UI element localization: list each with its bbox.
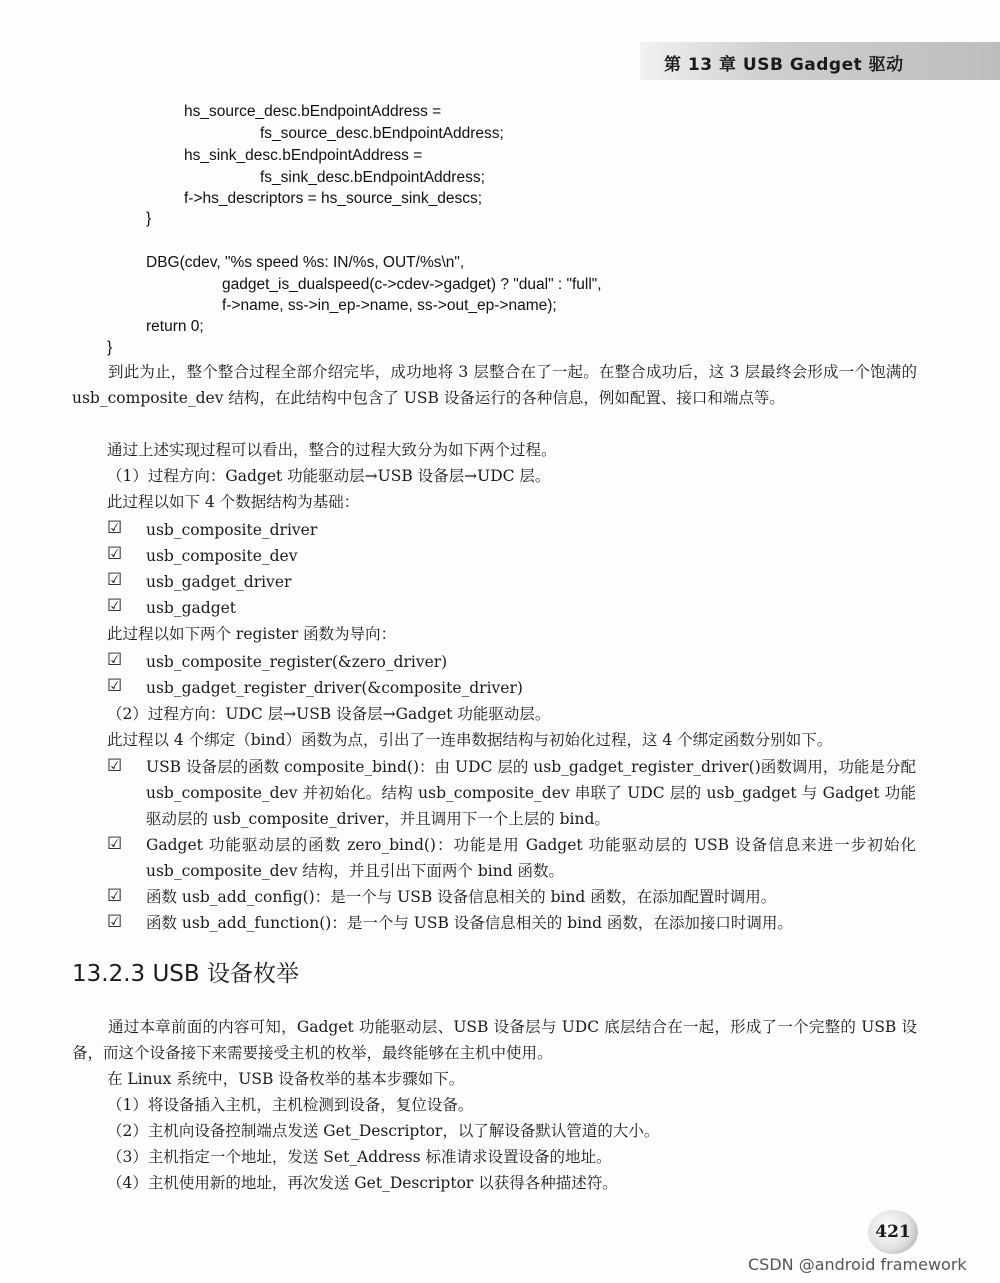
watermark: CSDN @android framework [748,1255,967,1274]
list-item: usb_composite_driver [146,521,318,539]
code-line: fs_sink_desc.bEndpointAddress; [260,169,485,186]
step-heading: （1）过程方向：Gadget 功能驱动层→USB 设备层→UDC 层。 [107,467,551,485]
list-item: usb_gadget [146,599,237,617]
checkbox-icon: ☑ [107,544,123,564]
step-item: （3）主机指定一个地址，发送 Set_Address 标准请求设置设备的地址。 [107,1148,612,1166]
code-line: hs_sink_desc.bEndpointAddress = [184,147,423,164]
code-line: hs_source_desc.bEndpointAddress = [184,103,442,120]
list-item: usb_gadget_driver [146,573,292,591]
paragraph: 在 Linux 系统中，USB 设备枚举的基本步骤如下。 [107,1070,465,1088]
checkbox-icon: ☑ [107,834,123,854]
paragraph: 通过上述实现过程可以看出，整合的过程大致分为如下两个过程。 [107,441,557,459]
code-line: DBG(cdev, "%s speed %s: IN/%s, OUT/%s\n", [146,254,465,271]
list-item: Gadget 功能驱动层的函数 zero_bind()：功能是用 Gadget 功能驱动层的 USB 设备信息来进一步初始化 usb_composite_dev 结构，并且引出下面两个 bind 函数。 [146,836,916,880]
code-line: f->name, ss->in_ep->name, ss->out_ep->name); [222,297,557,314]
code-line: } [107,339,113,356]
checkbox-icon: ☑ [107,650,123,670]
checkbox-icon: ☑ [107,676,123,696]
paragraph: 此过程以 4 个绑定（bind）函数为点，引出了一连串数据结构与初始化过程，这 4 个绑定函数分别如下。 [107,731,833,749]
list-item: USB 设备层的函数 composite_bind()：由 UDC 层的 usb_gadget_register_driver()函数调用，功能是分配 usb_composite_dev 并初始化。结构 usb_composite_dev 串联了 UDC 层的 usb_gadget 与 Gadget 功能驱动层的 usb_composite_driver，并且调用下一个上层的 bind。 [146,758,916,828]
step-item: （1）将设备插入主机，主机检测到设备，复位设备。 [107,1096,474,1114]
checkbox-icon: ☑ [107,570,123,590]
checkbox-icon: ☑ [107,886,123,906]
step-item: （2）主机向设备控制端点发送 Get_Descriptor，以了解设备默认管道的大小。 [107,1122,660,1140]
checkbox-icon: ☑ [107,596,123,616]
checkbox-icon: ☑ [107,912,123,932]
list-item: 函数 usb_add_function()：是一个与 USB 设备信息相关的 bind 函数，在添加接口时调用。 [146,914,793,932]
code-line: } [146,210,152,227]
list-item: 函数 usb_add_config()：是一个与 USB 设备信息相关的 bind 函数，在添加配置时调用。 [146,888,777,906]
paragraph: 到此为止，整个整合过程全部介绍完毕，成功地将 3 层整合在了一起。在整合成功后，这 3 层最终会形成一个饱满的 usb_composite_dev 结构，在此结构中包含了 USB 设备运行的各种信息，例如配置、接口和端点等。 [72,363,917,407]
code-line: return 0; [146,318,204,335]
checkbox-icon: ☑ [107,518,123,538]
checkbox-icon: ☑ [107,756,123,776]
list-item: usb_composite_register(&zero_driver) [146,653,448,671]
code-line: gadget_is_dualspeed(c->cdev->gadget) ? "dual" : "full", [222,276,602,293]
paragraph: 通过本章前面的内容可知，Gadget 功能驱动层、USB 设备层与 UDC 底层结合在一起，形成了一个完整的 USB 设备，而这个设备接下来需要接受主机的枚举，最终能够在主机中使用。 [72,1018,917,1062]
code-line: fs_source_desc.bEndpointAddress; [260,125,504,142]
step-item: （4）主机使用新的地址，再次发送 Get_Descriptor 以获得各种描述符。 [107,1174,618,1192]
page-number: 421 [868,1210,918,1254]
step-heading: （2）过程方向：UDC 层→USB 设备层→Gadget 功能驱动层。 [107,705,551,723]
list-item: usb_composite_dev [146,547,298,565]
chapter-header: 第 13 章 USB Gadget 驱动 [664,55,904,75]
list-item: usb_gadget_register_driver(&composite_driver) [146,679,523,697]
paragraph: 此过程以如下两个 register 函数为导向： [107,625,397,643]
paragraph: 此过程以如下 4 个数据结构为基础： [107,493,360,511]
section-title: 13.2.3 USB 设备枚举 [72,961,299,987]
code-line: f->hs_descriptors = hs_source_sink_descs; [184,190,483,207]
